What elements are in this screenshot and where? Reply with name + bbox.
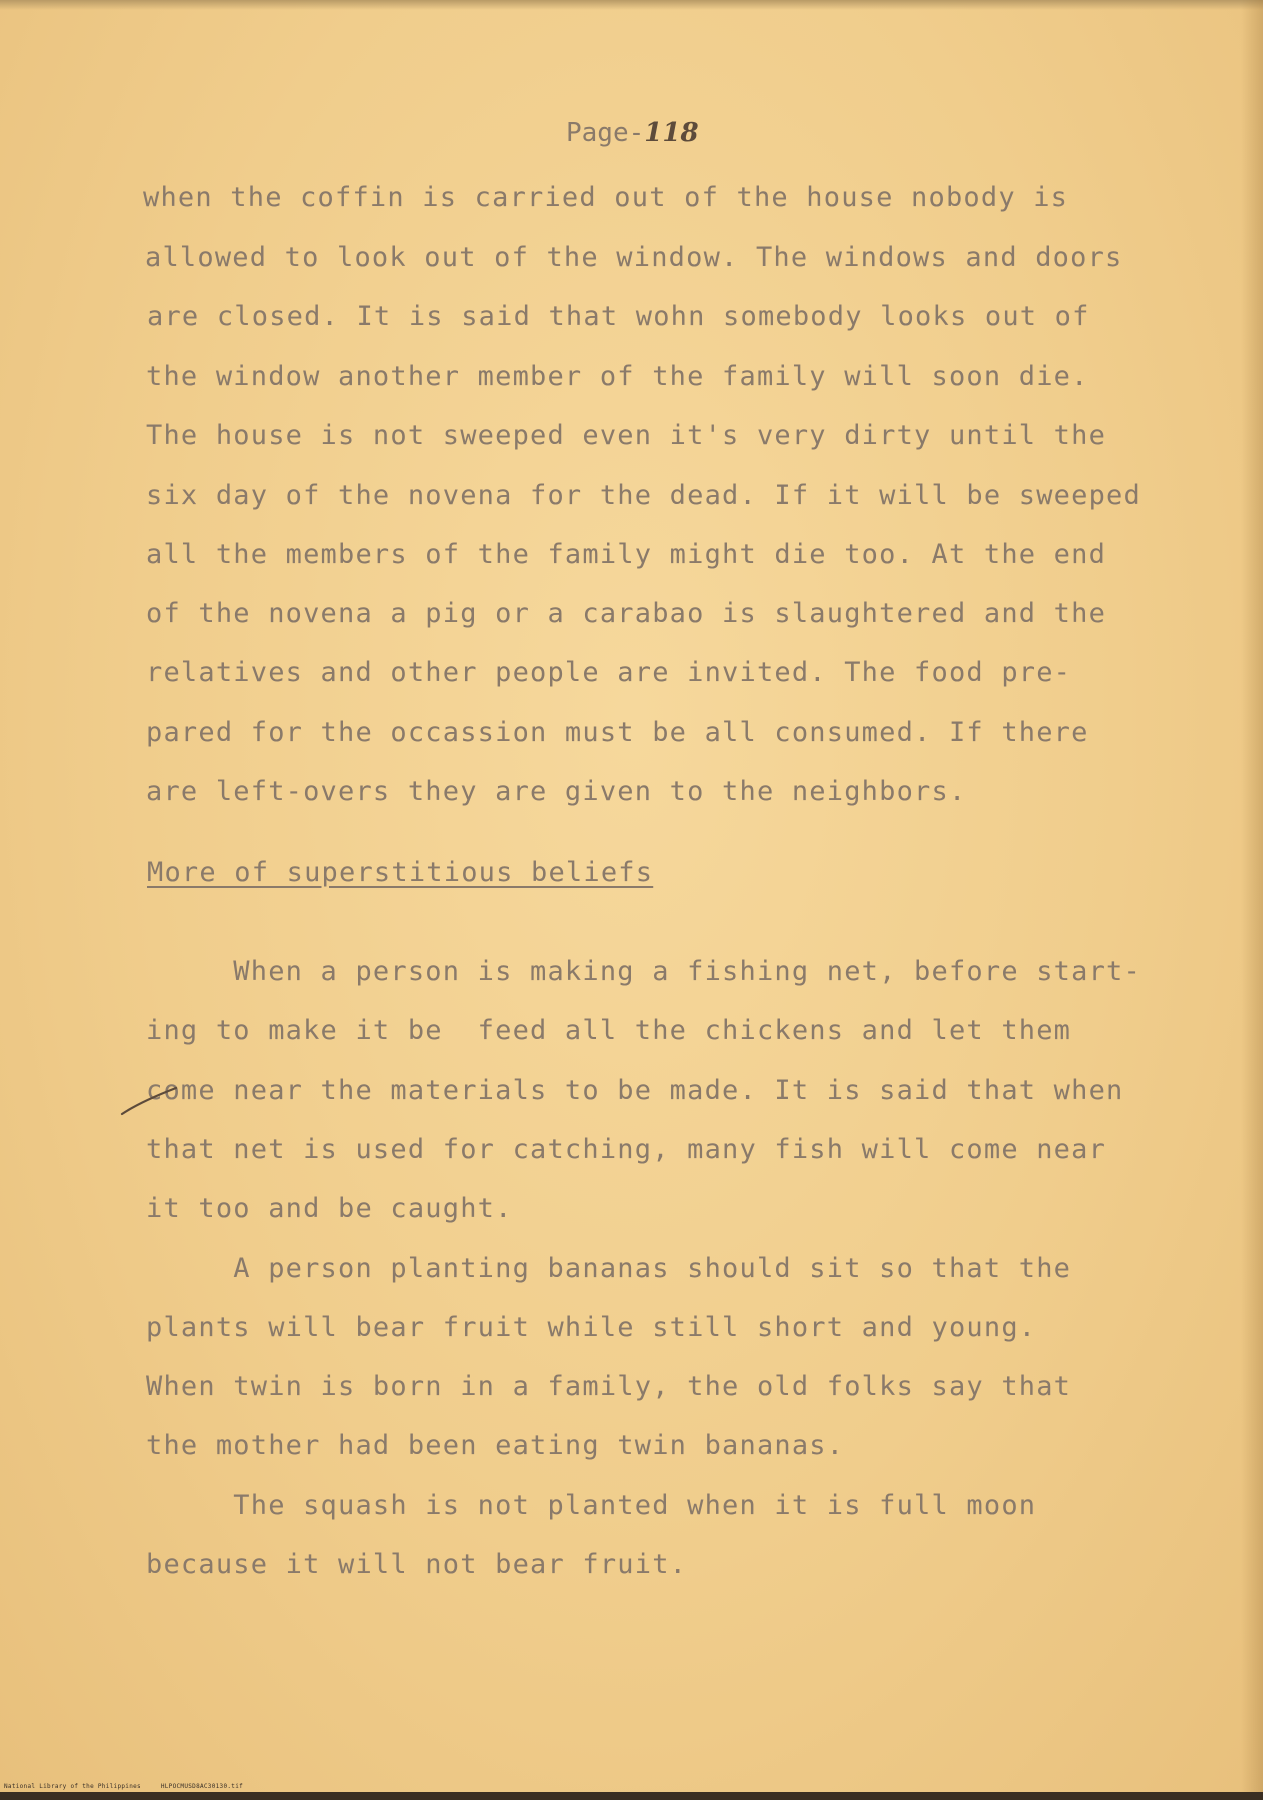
- text-line: it too and be caught.: [146, 1193, 513, 1224]
- text-line: the mother had been eating twin bananas.: [146, 1430, 845, 1461]
- text-line: ing to make it be feed all the chickens and let them: [146, 1015, 1072, 1046]
- text-line: when the coffin is carried out of the house nobody is: [143, 182, 1069, 213]
- text-line: plants will bear fruit while still short and young.: [146, 1312, 1037, 1343]
- text-line: of the novena a pig or a carabao is slaughtered and the: [146, 598, 1107, 629]
- text-line: The squash is not planted when it is full moon: [146, 1490, 1037, 1521]
- text-line: A person planting bananas should sit so that the: [146, 1253, 1072, 1284]
- text-line: relatives and other people are invited. The food pre-: [146, 657, 1072, 688]
- page-edge-bottom: [0, 1792, 1263, 1800]
- footer-source: National Library of the Philippines: [4, 1783, 141, 1790]
- text-line: pared for the occassion must be all consumed. If there: [146, 717, 1089, 748]
- page-edge-shadow-right: [1241, 0, 1263, 1800]
- text-line: six day of the novena for the dead. If it will be sweeped: [146, 480, 1141, 511]
- page-edge-shadow-top: [0, 0, 1263, 10]
- text-line: The house is not sweeped even it's very dirty until the: [146, 420, 1107, 451]
- section-heading: More of superstitious beliefs: [147, 857, 654, 888]
- text-line: When a person is making a fishing net, before start-: [146, 956, 1141, 987]
- text-line: that net is used for catching, many fish will come near: [146, 1134, 1107, 1165]
- text-line: When twin is born in a family, the old folks say that: [146, 1371, 1072, 1402]
- text-line: all the members of the family might die too. At the end: [146, 539, 1107, 570]
- page-number-prefix: Page-: [566, 118, 645, 148]
- archive-footer: [4, 1783, 259, 1790]
- text-line: are left-overs they are given to the neighbors.: [146, 776, 967, 807]
- pen-mark-icon: [120, 1080, 180, 1120]
- text-line: the window another member of the family will soon die.: [146, 361, 1089, 392]
- page-number: [566, 118, 699, 148]
- page-number-handwritten: 118: [644, 118, 699, 148]
- text-line: allowed to look out of the window. The windows and doors: [145, 242, 1123, 273]
- footer-filename: HLPOCMUSD8AC30130.tif: [160, 1783, 244, 1790]
- text-line: are closed. It is said that wohn somebody looks out of: [147, 301, 1090, 332]
- text-line: because it will not bear fruit.: [146, 1549, 688, 1580]
- text-line: come near the materials to be made. It is said that when: [146, 1075, 1124, 1106]
